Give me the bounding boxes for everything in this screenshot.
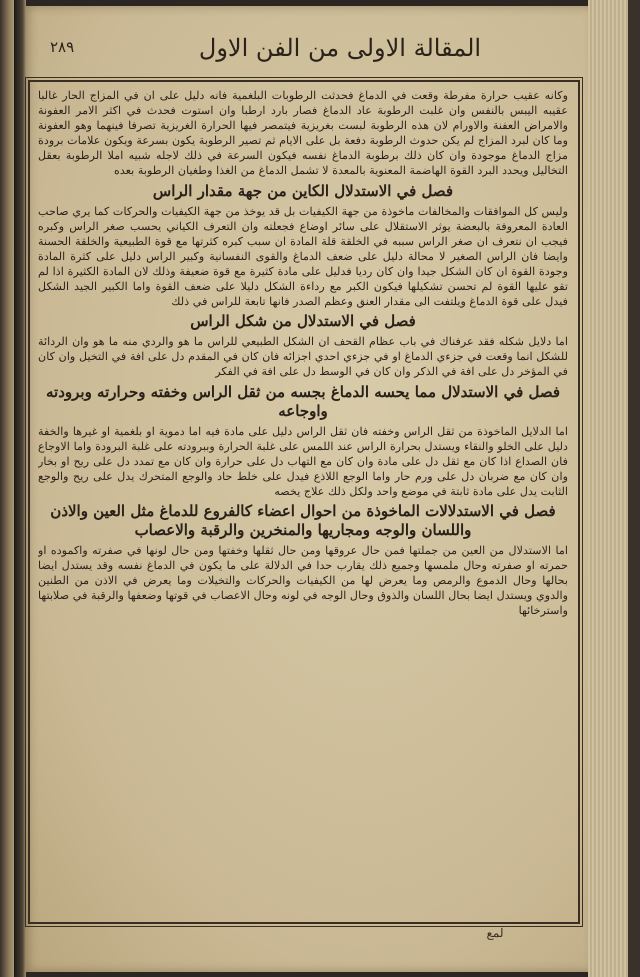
book-gutter [14,0,26,977]
paragraph: وكانه عقيب حرارة مفرطة وقعت في الدماغ فحدثت الرطوبات البلغمية فانه دليل على ان في المزاج الحار غالبا عقيبه اليبس بالنفس وان غلبت الرطوبة عاد الدماغ فصار بارد ارطبا وان استوت فحدث في اكثر الامر العفونة والامراض العفنة والاورام لان هذه الرطوبة لبست بغريزية فيتمصر فيها الحرارة الغريزية تصرفا فينهما وهو العفونة وما كان لبرد المزاج لم يكن حدوث الرطوبة دفعة بل على الايام ثم تصير الرطوبة يكون بسرعة ويكون علامات برودة مزاج الدماغ موجودة وان كان ذلك برطوبة الدماغ نفسه فيكون السرعة في ذلك لاجله شبيه املا الرطوبة بعقل التخاليل ويحدد البرد القوة الهاضمة المعنوية بالمعدة لا تشمل الدماغ من الغذا وطغيان الرطوبة بعده [38,89,568,178]
text-frame [28,80,580,924]
paragraph: اما الدلايل الماخوذة من ثقل الراس وخفته فان ثقل الراس دليل على مادة فيه اما دموية او بلغمية او غيرها والخفة دليل على الخلو والنقاء ويستدل بحرارة الراس عند اللمس على غلبة الحرارة وببرودته على غلبة البرودة واما الاوجاع فان الصداع اذا كان مع ثقل دل على مادة وان كان مع التهاب دل على حرارة وان كان مع تمدد دل على ريح او بخار وان كان مع ضربان دل على ورم حار واما الوجع اللاذع فيدل على خلط حاد والوجع المتحرك يدل على ريح والوجع الثابت يدل على مادة ثابتة في موضع واحد ولكل ذلك علاج يخصه [38,424,568,498]
catchword: لمع [486,926,504,940]
paragraph: اما الاستدلال من العين من جملتها فمن حال عروقها ومن حال ثقلها وخفتها ومن حال لونها في صفرته واكموده او حمرته او صفرته وحال ملمسها وجميع ذلك يقارب حدا في الدلالة على ما يكون في الدماغ نفسه وقد يستدل ايضا بحالها وحال الدموع والرمص وما يعرض لها من الكيفيات والحركات والتخيلات وما يعرض في الاذن من الطنين والدوي ويستدل ايضا بحال اللسان والذوق وحال الوجه في لونه وحال الاعصاب في قوتها وضعفها والرقبة في صلابتها واسترخائها [38,543,568,618]
section-heading: فصل في الاستدلالات الماخوذة من احوال اعضاء كالفروع للدماغ مثل العين والاذن واللسان والوجه ومجاريها والمنخرين والرقبة والاعصاب [50,501,556,539]
page-title: المقالة الاولى من الفن الاول [198,34,482,62]
section-heading: فصل في الاستدلال الكاين من جهة مقدار الراس [152,181,454,200]
paragraph: اما دلايل شكله فقد عرفناك في باب عظام القحف ان الشكل الطبيعي للراس ما هو والردي منه ما هو وان الردائة للشكل انما وقعت في جزءي الدماغ او في جزءي احدي اجزائه فان كان في المقدم دل على افة في التخيل وان كان في المؤخر دل على افة في الذكر وان كان في الوسط دل على افة في الفكر [38,335,568,379]
book-cover-edge [628,0,640,977]
running-head [50,34,570,78]
main-text [38,88,568,916]
section-heading: فصل في الاستدلال من شكل الراس [190,312,416,331]
section-heading: فصل في الاستدلال مما يحسه الدماغ بجسه من ثقل الراس وخفته وحرارته وبرودته واوجاعه [45,382,561,420]
paragraph: وليس كل الموافقات والمخالفات ماخوذة من جهة الكيفيات بل قد يوخذ من جهة الكيفيات والحركات كما يري صاحب العادة المعروفة بالبعضة يوثر الاستقلال على سائر اوضاع فجعلته وان التعرف الكياني يحسب صغر الراس وكبره فيجب ان نتعرف ان صغر الراس سببه في الخلقة قلة المادة ان سبب كبره كثرتها مع قوة الطبيعية والخلقة الحسنة وايضا فان الراس الصغير لا محالة دليل على ضعف الدماغ والقوى النفسانية وكبير الراس دليل على كثرة المادة وجودة القوة ان كان الشكل جيدا وان كان رديا فدليل على مادة كثيرة مع قوة ضعيفة وذلك لان المادة الكثيرة اذا لم تقو عليها القوة لم تحسن تشكيلها فيكون الكبر مع رداءة الشكل دليلا على ضعف القوة واما الكبير الجيد الشكل فيدل على قوة الدماغ ويلتفت الى مقدار العنق وعظم الصدر فانها تابعة للراس في ذلك [38,204,568,309]
page-number: ٢٨٩ [50,38,75,56]
